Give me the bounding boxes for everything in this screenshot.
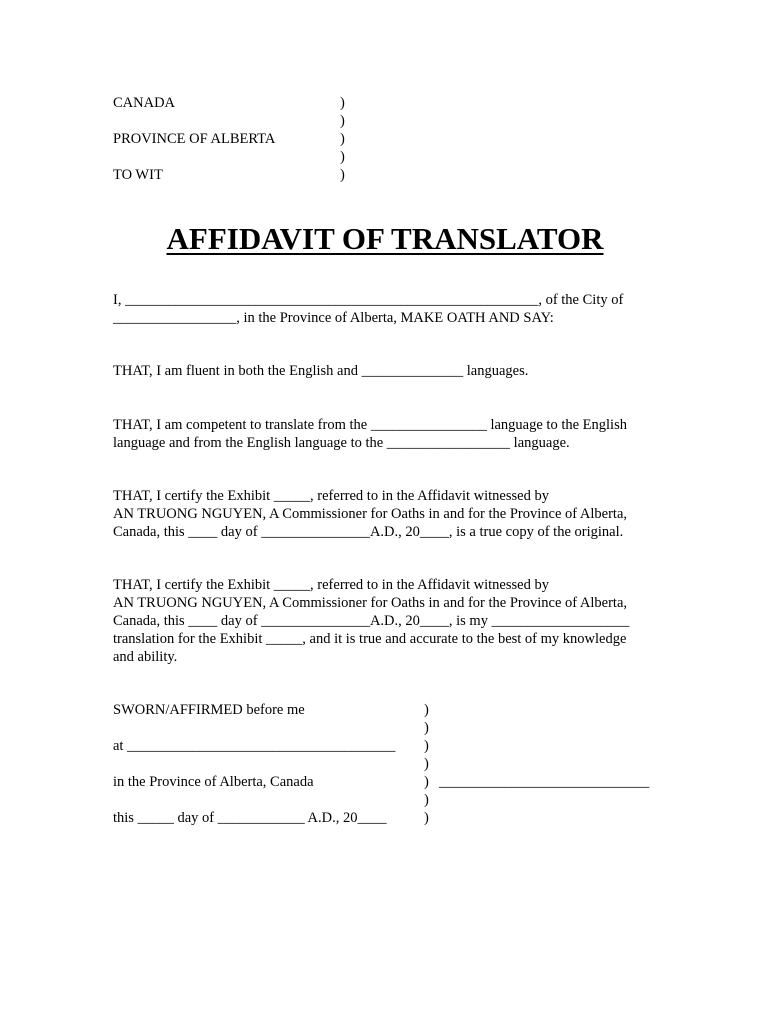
header-paren: ) xyxy=(340,149,345,165)
translator-signature-line: _____________________________ xyxy=(439,774,650,790)
to-wit-label: TO WIT xyxy=(113,167,163,183)
jurat-paren: ) xyxy=(424,702,429,718)
certify-translation-line: Canada, this ____ day of _______________A.D., 20____, is my ___________________ xyxy=(113,613,630,629)
jurat-paren: ) xyxy=(424,774,429,790)
jurisdiction-country: CANADA xyxy=(113,95,176,111)
header-paren: ) xyxy=(340,95,345,111)
fluency-paragraph xyxy=(113,362,673,380)
sworn-date-field: this _____ day of ____________ A.D., 20____ xyxy=(113,810,387,826)
document-title-text: AFFIDAVIT OF TRANSLATOR xyxy=(166,221,604,256)
jurat-parenthesis-column xyxy=(424,701,429,827)
header-paren: ) xyxy=(340,113,345,129)
certify-copy-line: AN TRUONG NGUYEN, A Commissioner for Oaths in and for the Province of Alberta, xyxy=(113,506,628,522)
header-parenthesis-column xyxy=(340,94,345,184)
competency-line: language and from the English language to the _________________ language. xyxy=(113,435,570,451)
sworn-affirmed-label: SWORN/AFFIRMED before me xyxy=(113,702,305,718)
certify-translation-line: AN TRUONG NGUYEN, A Commissioner for Oaths in and for the Province of Alberta, xyxy=(113,595,628,611)
header-paren: ) xyxy=(340,167,345,183)
certify-copy-line: Canada, this ____ day of _______________A.D., 20____, is a true copy of the original. xyxy=(113,524,624,540)
certify-copy-paragraph xyxy=(113,487,673,541)
intro-line: _________________, in the Province of Alberta, MAKE OATH AND SAY: xyxy=(113,310,554,326)
jurisdiction-province: PROVINCE OF ALBERTA xyxy=(113,131,276,147)
sworn-location-field: at _____________________________________ xyxy=(113,738,396,754)
certify-translation-line: and ability. xyxy=(113,649,178,665)
jurat-paren: ) xyxy=(424,810,429,826)
jurat-paren: ) xyxy=(424,756,429,772)
fluency-line: THAT, I am fluent in both the English and ______________ languages. xyxy=(113,363,529,379)
certify-copy-line: THAT, I certify the Exhibit _____, referred to in the Affidavit witnessed by xyxy=(113,488,549,504)
header-paren: ) xyxy=(340,131,345,147)
competency-line: THAT, I am competent to translate from the ________________ language to the English xyxy=(113,417,627,433)
intro-line: I, _________________________________________________________, of the City of xyxy=(113,292,624,308)
competency-paragraph xyxy=(113,416,673,452)
certify-translation-line: THAT, I certify the Exhibit _____, referred to in the Affidavit witnessed by xyxy=(113,577,549,593)
jurat-paren: ) xyxy=(424,738,429,754)
sworn-province-label: in the Province of Alberta, Canada xyxy=(113,774,314,790)
document-title xyxy=(0,221,770,257)
jurat-paren: ) xyxy=(424,792,429,808)
certify-translation-line: translation for the Exhibit _____, and it is true and accurate to the best of my knowledge xyxy=(113,631,627,647)
certify-translation-paragraph xyxy=(113,576,673,666)
jurat-paren: ) xyxy=(424,720,429,736)
intro-paragraph xyxy=(113,291,673,327)
